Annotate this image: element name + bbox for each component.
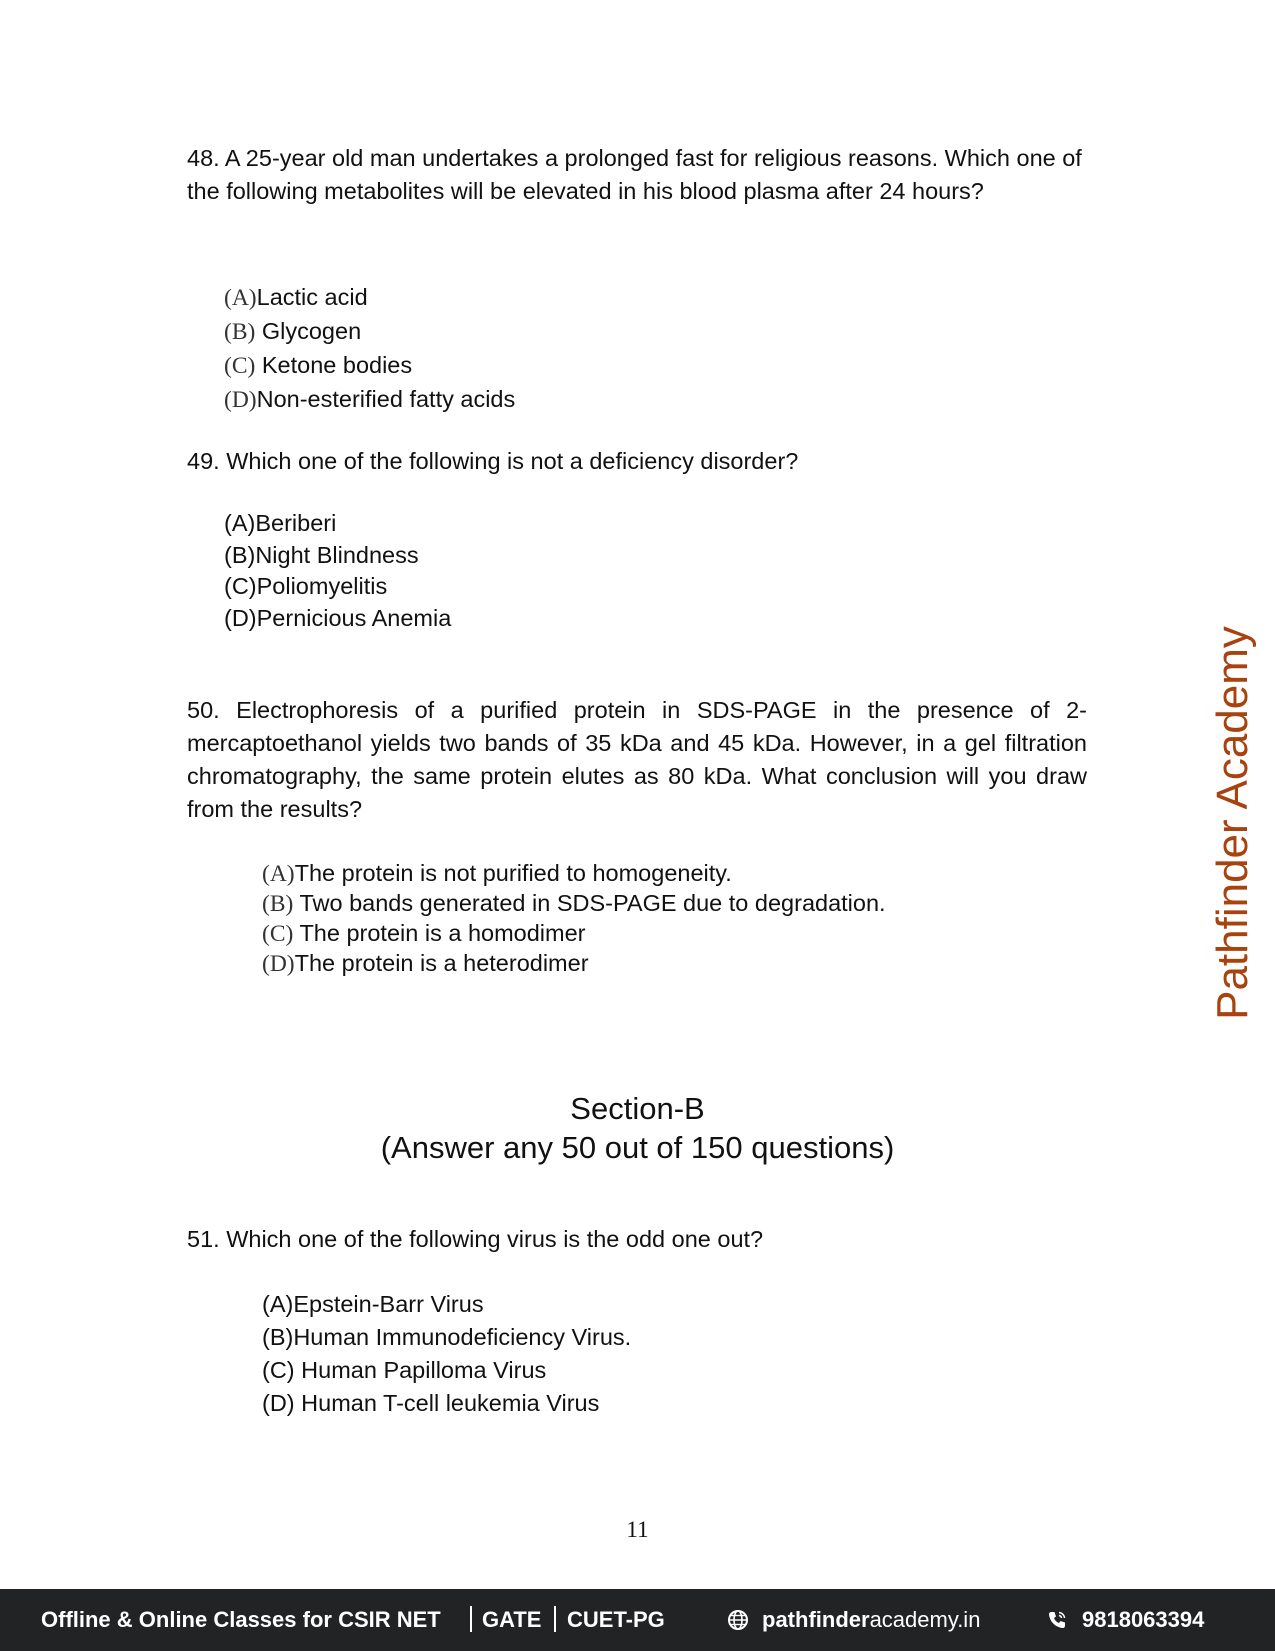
phone-icon xyxy=(1046,1609,1068,1631)
footer-website-bold: pathfinder xyxy=(762,1607,870,1632)
option-letter: (D) xyxy=(224,387,257,413)
option-text: Human T-cell leukemia Virus xyxy=(301,1390,600,1416)
page-number: 11 xyxy=(626,1517,649,1542)
option-text: Glycogen xyxy=(261,318,362,344)
option xyxy=(224,383,515,417)
option-text: Beriberi xyxy=(255,510,337,536)
option-letter: (A) xyxy=(262,861,295,887)
footer-website-link[interactable] xyxy=(762,1607,980,1633)
option xyxy=(262,889,886,919)
question-49-text: 49. Which one of the following is not a deficiency disorder? xyxy=(187,448,799,474)
option xyxy=(224,349,515,383)
option-letter: (C) xyxy=(262,1357,295,1383)
option-text: Night Blindness xyxy=(255,541,419,568)
question-50-options xyxy=(262,859,886,979)
option-letter: (C) xyxy=(262,921,294,947)
section-subtitle: (Answer any 50 out of 150 questions) xyxy=(380,1130,895,1165)
option xyxy=(262,1354,631,1387)
option-text: The protein is not purified to homogeneity. xyxy=(294,860,732,886)
option-text: The protein is a homodimer xyxy=(299,920,586,946)
footer-phone-number[interactable]: 9818063394 xyxy=(1082,1607,1205,1632)
footer-cuet-text: CUET-PG xyxy=(567,1607,665,1632)
option-letter: (D) xyxy=(262,1390,295,1416)
option-text: Pernicious Anemia xyxy=(256,604,452,631)
option-text: The protein is a heterodimer xyxy=(294,950,589,976)
globe-icon xyxy=(727,1609,749,1631)
option xyxy=(262,949,886,979)
footer-classes-text: Offline & Online Classes for CSIR NET xyxy=(41,1607,441,1632)
option xyxy=(224,315,515,349)
option-letter: (B) xyxy=(224,319,256,345)
option-text: Poliomyelitis xyxy=(256,573,388,599)
question-51-text: 51. Which one of the following virus is the odd one out? xyxy=(187,1226,764,1252)
watermark-text: Pathfinder Academy xyxy=(1208,626,1257,1020)
option-text: Human Papilloma Virus xyxy=(301,1357,547,1383)
option-letter: (B) xyxy=(262,1324,294,1350)
question-50-text: 50. Electrophoresis of a purified protein in SDS-PAGE in the presence of 2-mercaptoethanol yields two bands of 35 kDa and 45 kDa. However, in a gel filtration chromatography, the same protein elutes as 80 kDa. What conclusion will you draw from the results? xyxy=(187,697,1087,822)
option xyxy=(224,281,515,315)
question-48-text: 48. A 25-year old man undertakes a prolonged fast for religious reasons. Which one of the following metabolites will be elevated in his blood plasma after 24 hours? xyxy=(187,145,1082,204)
question-51-options xyxy=(262,1288,631,1420)
option xyxy=(262,1387,631,1420)
option-text: Non-esterified fatty acids xyxy=(256,386,516,412)
option xyxy=(224,508,451,540)
option xyxy=(262,1288,631,1321)
option xyxy=(262,1321,631,1354)
option xyxy=(262,859,886,889)
option-text: Epstein-Barr Virus xyxy=(293,1291,484,1317)
option xyxy=(262,919,886,949)
option xyxy=(224,571,451,603)
option-letter: (B) xyxy=(224,541,256,568)
question-48-options xyxy=(224,281,515,417)
option-letter: (C) xyxy=(224,573,257,599)
option xyxy=(224,540,451,572)
footer-gate-text: GATE xyxy=(482,1607,542,1632)
footer-website-light: academy.in xyxy=(869,1607,981,1632)
question-49-options xyxy=(224,508,451,634)
option-letter: (D) xyxy=(224,604,257,631)
option-text: Human Immunodeficiency Virus. xyxy=(293,1324,632,1350)
option-letter: (D) xyxy=(262,951,295,977)
option-text: Two bands generated in SDS-PAGE due to degradation. xyxy=(299,890,886,916)
option-letter: (C) xyxy=(224,353,256,379)
footer-bar xyxy=(0,1589,1275,1651)
option-letter: (A) xyxy=(262,1291,294,1317)
section-title: Section-B xyxy=(570,1091,705,1126)
option-text: Lactic acid xyxy=(256,284,368,310)
option-text: Ketone bodies xyxy=(261,352,413,378)
option-letter: (A) xyxy=(224,510,256,536)
option-letter: (B) xyxy=(262,891,294,917)
footer-divider xyxy=(554,1606,556,1632)
option xyxy=(224,603,451,635)
option-letter: (A) xyxy=(224,285,257,311)
footer-divider xyxy=(470,1606,472,1632)
